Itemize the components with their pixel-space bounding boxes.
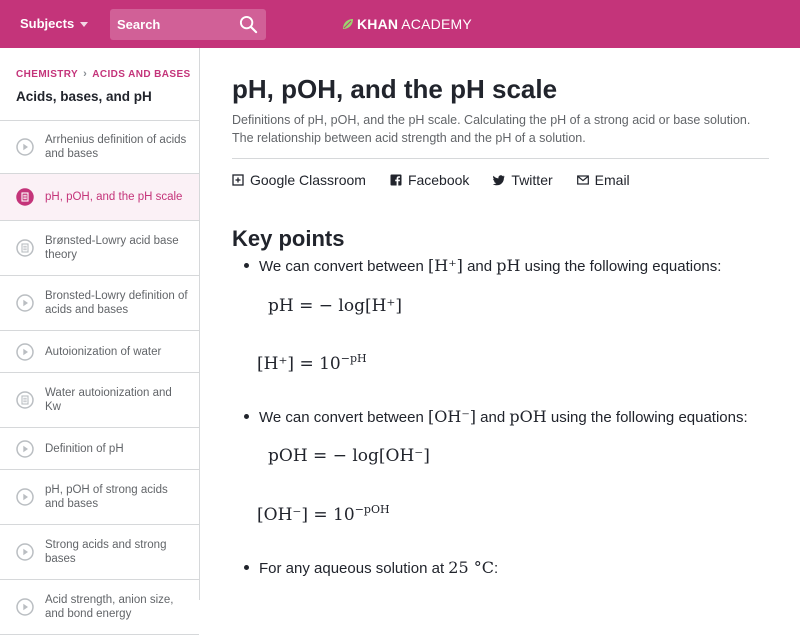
bullet-dot xyxy=(244,565,249,570)
sidebar-lesson-label: Brønsted-Lowry acid base theory xyxy=(45,235,179,261)
chevron-right-icon: › xyxy=(83,68,88,80)
sidebar-lesson-item[interactable] xyxy=(0,580,199,635)
bullet-dot xyxy=(244,263,249,268)
play-icon xyxy=(16,138,34,156)
play-icon xyxy=(16,598,34,616)
equation-base: [OH⁻] = 10 xyxy=(257,505,355,525)
key-point-bullet-2 xyxy=(244,407,748,426)
twitter-share-button[interactable] xyxy=(493,172,552,188)
equation-oh-minus xyxy=(257,503,390,525)
facebook-label: Facebook xyxy=(407,172,470,188)
math-ph: pH xyxy=(496,256,521,275)
sidebar-lesson-label: Definition of pH xyxy=(45,442,124,455)
divider xyxy=(232,158,769,159)
sidebar-lesson-label: Acid strength, anion size, and bond energy xyxy=(45,594,174,620)
sidebar-lesson-label: Bronsted-Lowry definition of acids and bases xyxy=(45,290,188,316)
subjects-menu-button[interactable] xyxy=(20,16,88,31)
logo-text-academy: ACADEMY xyxy=(401,16,472,32)
math-h-plus: [H⁺] xyxy=(428,256,463,275)
math-poh: pOH xyxy=(509,407,547,426)
breadcrumb-topic-link[interactable]: ACIDS AND BASES xyxy=(92,68,191,80)
leaf-logo-icon xyxy=(342,18,354,30)
equation-ph: pH = − log[H⁺] xyxy=(268,296,403,316)
play-icon xyxy=(16,294,34,312)
bullet-text: and xyxy=(467,258,493,275)
article-description: Definitions of pH, pOH, and the pH scale. Calculating the pH of a strong acid or base solution. The relationship between acid strength and the pH of a solution. xyxy=(232,113,751,145)
bullet-text: using the following equations: xyxy=(550,409,748,426)
key-point-bullet-1 xyxy=(244,256,721,275)
sidebar-lesson-item[interactable] xyxy=(0,428,199,470)
math-oh-minus: [OH⁻] xyxy=(428,407,476,426)
sidebar-lesson-label: Strong acids and strong bases xyxy=(45,539,167,565)
sidebar-lesson-item[interactable] xyxy=(0,276,199,331)
logo-text-khan: KHAN xyxy=(357,16,399,32)
key-point-bullet-3 xyxy=(244,558,498,577)
sidebar-lesson-label: pH, pOH of strong acids and bases xyxy=(45,484,168,510)
article-icon xyxy=(16,239,34,257)
breadcrumb xyxy=(16,68,191,80)
article-icon xyxy=(16,391,34,409)
bullet-text: : xyxy=(493,560,499,577)
key-points-heading: Key points xyxy=(232,226,345,251)
twitter-label: Twitter xyxy=(511,172,553,188)
breadcrumb-subject-link[interactable]: CHEMISTRY xyxy=(16,68,79,80)
bullet-text: We can convert between xyxy=(259,258,424,275)
equation-exponent: −pH xyxy=(340,352,367,365)
khan-academy-logo[interactable] xyxy=(342,15,472,33)
top-navigation-bar xyxy=(0,0,800,48)
lesson-list xyxy=(0,120,199,635)
sidebar-lesson-item[interactable] xyxy=(0,373,199,428)
search-input[interactable] xyxy=(110,9,240,40)
sidebar-lesson-item[interactable] xyxy=(0,470,199,525)
equation-base: [H⁺] = 10 xyxy=(257,354,341,374)
play-icon xyxy=(16,343,34,361)
math-temperature: 25 °C xyxy=(448,558,494,577)
sidebar-lesson-label: Arrhenius definition of acids and bases xyxy=(45,134,187,160)
play-icon xyxy=(16,440,34,458)
equation-h-plus xyxy=(257,352,367,374)
article-icon xyxy=(16,188,34,206)
google-classroom-label: Google Classroom xyxy=(250,172,366,188)
bullet-text: and xyxy=(480,409,506,426)
page-title: pH, pOH, and the pH scale xyxy=(232,74,558,104)
search-icon[interactable] xyxy=(239,15,258,34)
equation-poh: pOH = − log[OH⁻] xyxy=(268,446,430,466)
share-bar xyxy=(232,172,630,188)
email-label: Email xyxy=(594,172,630,188)
bullet-text: For any aqueous solution at xyxy=(259,560,445,577)
google-classroom-icon xyxy=(232,174,244,186)
sidebar-lesson-item[interactable] xyxy=(0,174,199,221)
lesson-sidebar xyxy=(0,48,200,620)
sidebar-lesson-item[interactable] xyxy=(0,525,199,580)
sidebar-lesson-item[interactable] xyxy=(0,331,199,373)
sidebar-lesson-label: pH, pOH, and the pH scale xyxy=(45,191,183,203)
email-icon xyxy=(577,174,589,186)
sidebar-lesson-item[interactable] xyxy=(0,221,199,276)
google-classroom-share-button[interactable] xyxy=(232,172,366,188)
play-icon xyxy=(16,488,34,506)
unit-title: Acids, bases, and pH xyxy=(16,89,152,104)
sidebar-lesson-label: Autoionization of water xyxy=(45,345,162,358)
subjects-label: Subjects xyxy=(20,16,75,31)
facebook-share-button[interactable] xyxy=(390,172,469,188)
bullet-text: using the following equations: xyxy=(524,258,722,275)
sidebar-lesson-item[interactable] xyxy=(0,121,199,174)
play-icon xyxy=(16,543,34,561)
twitter-icon xyxy=(493,174,505,186)
email-share-button[interactable] xyxy=(577,172,630,188)
equation-exponent: −pOH xyxy=(354,503,390,516)
sidebar-lesson-label: Water autoionization and Kw xyxy=(45,387,172,413)
bullet-text: We can convert between xyxy=(259,409,424,426)
caret-down-icon xyxy=(80,22,88,27)
bullet-dot xyxy=(244,414,249,419)
facebook-icon xyxy=(390,174,402,186)
search-box[interactable] xyxy=(110,9,266,40)
